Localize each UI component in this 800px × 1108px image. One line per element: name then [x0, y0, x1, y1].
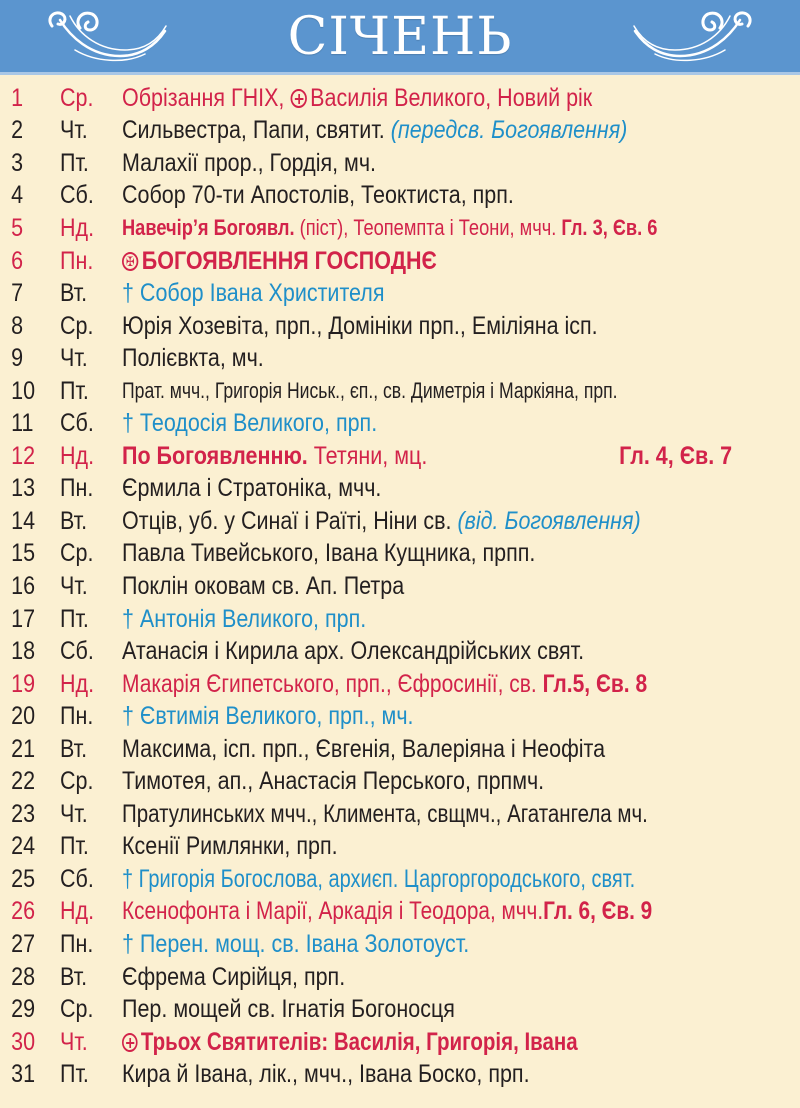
day-number: 15 [11, 539, 36, 568]
ornate-cross-circle-icon [122, 252, 138, 271]
day-number: 9 [11, 344, 24, 373]
day-of-week: Нд. [60, 441, 95, 470]
day-of-week: Чт. [60, 571, 88, 600]
day-of-week: Вт. [60, 734, 88, 763]
calendar-row [0, 668, 800, 701]
day-of-week: Пн. [60, 929, 94, 958]
calendar-row [0, 961, 800, 994]
day-of-week: Ср. [60, 311, 94, 340]
day-of-week: Ср. [60, 767, 94, 796]
day-of-week: Ср. [60, 995, 94, 1024]
day-of-week: Сб. [60, 181, 94, 210]
tone-gospel: Гл. 4, Єв. 7 [619, 441, 733, 470]
day-number: 7 [11, 279, 24, 308]
day-of-week: Сб. [60, 409, 94, 438]
calendar-row [0, 863, 800, 896]
day-description [122, 217, 685, 239]
plus-circle-icon [290, 89, 306, 108]
feast-title: Навечір’я Богоявл. [122, 215, 295, 241]
day-description: Єрмила і Стратоніка, мчч. [122, 474, 382, 503]
day-number: 17 [11, 604, 36, 633]
calendar-row [0, 473, 800, 506]
plus-circle-icon [122, 1033, 138, 1052]
day-description: Пер. мощей св. Ігнатія Богоносця [122, 995, 455, 1024]
day-number: 16 [11, 571, 36, 600]
day-description: Поклін оковам св. Ап. Петра [122, 571, 405, 600]
calendar-row [0, 180, 800, 213]
calendar-row [0, 375, 800, 408]
calendar-row [0, 538, 800, 571]
saints-text: (піст), Теопемпта і Теони, мчч. [294, 215, 562, 241]
day-of-week: Вт. [60, 962, 88, 991]
day-number: 3 [11, 148, 24, 177]
day-number: 1 [11, 83, 24, 112]
day-of-week: Ср. [60, 83, 94, 112]
day-description [122, 899, 685, 924]
day-number: 4 [11, 181, 24, 210]
calendar-row [0, 570, 800, 603]
day-description: † Собор Івана Христителя [122, 279, 385, 308]
calendar-row [0, 700, 800, 733]
flourish-ornament-icon [630, 6, 760, 68]
calendar-row [0, 147, 800, 180]
day-number: 11 [11, 409, 34, 438]
day-number: 25 [11, 864, 36, 893]
day-of-week: Пн. [60, 702, 94, 731]
day-description: † Євтимія Великого, прп., мч. [122, 702, 414, 731]
day-of-week: Вт. [60, 506, 88, 535]
calendar-list [0, 82, 800, 1091]
saints-text: Тетяни, мц. [307, 441, 428, 470]
day-of-week: Пт. [60, 376, 89, 405]
day-description: † Теодосія Великого, прп. [122, 409, 378, 438]
day-description: Юрія Хозевіта, прп., Домініки прп., Еміліяна ісп. [122, 311, 598, 340]
day-number: 5 [11, 213, 24, 242]
day-number: 10 [11, 376, 36, 405]
day-number: 23 [11, 799, 36, 828]
liturgical-note: (від. Богоявлення) [457, 506, 641, 535]
calendar-row [0, 798, 800, 831]
day-number: 18 [11, 637, 36, 666]
day-description: Малахії прор., Гордія, мч. [122, 148, 377, 177]
calendar-row [0, 603, 800, 636]
calendar-row [0, 212, 800, 245]
calendar-row [0, 277, 800, 310]
day-of-week: Нд. [60, 897, 95, 926]
calendar-row [0, 505, 800, 538]
day-description [122, 118, 705, 143]
calendar-row [0, 440, 800, 473]
day-description: Атанасія і Кирила арх. Олександрійських свят. [122, 637, 585, 666]
saints-text: Ксенофонта і Марії, Аркадія і Теодора, мчч. [122, 897, 544, 926]
day-number: 6 [11, 246, 24, 275]
day-description: Єфрема Сирійця, прп. [122, 962, 346, 991]
saints-text: Сильвестра, Папи, святит. [122, 116, 391, 145]
saints-text: Отців, уб. у Синаї і Раїті, Ніни св. [122, 506, 458, 535]
calendar-row [0, 635, 800, 668]
day-description [122, 441, 733, 470]
day-number: 30 [11, 1027, 36, 1056]
calendar-row [0, 310, 800, 343]
calendar-row [0, 1058, 800, 1091]
day-of-week: Пт. [60, 832, 89, 861]
day-number: 31 [11, 1060, 36, 1089]
feast-title: Трьох Святителів: Василія, Григорія, Івана [140, 1027, 578, 1056]
day-number: 29 [11, 995, 36, 1024]
day-description: † Перен. мощ. св. Івана Золотоуст. [122, 929, 470, 958]
day-of-week: Пн. [60, 246, 94, 275]
flourish-ornament-icon [40, 6, 170, 68]
day-description [122, 669, 692, 698]
calendar-row [0, 765, 800, 798]
day-number: 8 [11, 311, 24, 340]
day-description: Максима, ісп. прп., Євгенія, Валеріяна і Неофіта [122, 734, 606, 763]
day-of-week: Пт. [60, 1060, 89, 1089]
month-header [0, 0, 800, 75]
calendar-row [0, 82, 800, 115]
day-of-week: Ср. [60, 539, 94, 568]
day-number: 21 [11, 734, 36, 763]
day-of-week: Нд. [60, 669, 95, 698]
day-of-week: Пн. [60, 474, 94, 503]
day-number: 22 [11, 767, 36, 796]
day-of-week: Сб. [60, 864, 94, 893]
calendar-row [0, 831, 800, 864]
day-description: Прат. мчч., Григорія Ниськ., єп., св. Диметрія і Маркіяна, прп. [122, 378, 618, 404]
day-description: Пратулинських мчч., Климента, свщмч., Агатангела мч. [122, 799, 648, 828]
day-description [122, 1027, 678, 1056]
day-description [122, 506, 705, 535]
day-number: 24 [11, 832, 36, 861]
day-of-week: Пт. [60, 604, 89, 633]
day-description: Ксенії Римлянки, прп. [122, 832, 338, 861]
day-description: † Григорія Богослова, архиєп. Царгоргородського, свят. [122, 864, 636, 893]
calendar-row [0, 342, 800, 375]
day-description [122, 83, 705, 112]
calendar-row [0, 928, 800, 961]
feast-prefix: Обрізання ГНІХ, [122, 83, 291, 112]
feast-title: БОГОЯВЛЕННЯ ГОСПОДНЄ [141, 246, 437, 275]
feast-text: Василія Великого, Новий рік [310, 83, 593, 112]
day-of-week: Чт. [60, 116, 88, 145]
day-of-week: Сб. [60, 637, 94, 666]
day-number: 2 [11, 116, 24, 145]
tone-gospel: Гл. 6, Єв. 9 [543, 897, 653, 926]
day-of-week: Чт. [60, 344, 88, 373]
day-number: 19 [11, 669, 36, 698]
day-number: 28 [11, 962, 36, 991]
day-of-week: Вт. [60, 279, 88, 308]
day-description [122, 246, 705, 275]
saints-text: Макарія Єгипетського, прп., Єфросинії, св. [122, 669, 543, 698]
feast-title: По Богоявленню. [122, 441, 308, 470]
day-of-week: Чт. [60, 799, 88, 828]
day-description: Кира й Івана, лік., мчч., Івана Боско, прп. [122, 1060, 530, 1089]
day-description: Собор 70-ти Апостолів, Теоктиста, прп. [122, 181, 514, 210]
calendar-row [0, 733, 800, 766]
liturgical-note: (передсв. Богоявлення) [390, 116, 628, 145]
day-description: Полієвкта, мч. [122, 344, 264, 373]
tone-gospel: Гл. 3, Єв. 6 [561, 215, 658, 241]
page-title: СІЧЕНЬ [287, 7, 513, 67]
day-number: 27 [11, 929, 36, 958]
tone-gospel: Гл.5, Єв. 8 [542, 669, 648, 698]
day-number: 26 [11, 897, 36, 926]
calendar-row [0, 407, 800, 440]
day-number: 13 [11, 474, 36, 503]
day-number: 20 [11, 702, 36, 731]
calendar-row [0, 896, 800, 929]
day-description: Павла Тивейського, Івана Кущника, прпп. [122, 539, 536, 568]
calendar-row [0, 245, 800, 278]
day-number: 14 [11, 506, 36, 535]
calendar-row [0, 993, 800, 1026]
day-of-week: Нд. [60, 213, 95, 242]
day-of-week: Чт. [60, 1027, 88, 1056]
calendar-row [0, 1026, 800, 1059]
day-description: Тимотея, ап., Анастасія Перського, прпмч. [122, 767, 545, 796]
day-of-week: Пт. [60, 148, 89, 177]
day-number: 12 [11, 441, 36, 470]
day-description: † Антонія Великого, прп. [122, 604, 367, 633]
calendar-row [0, 115, 800, 148]
